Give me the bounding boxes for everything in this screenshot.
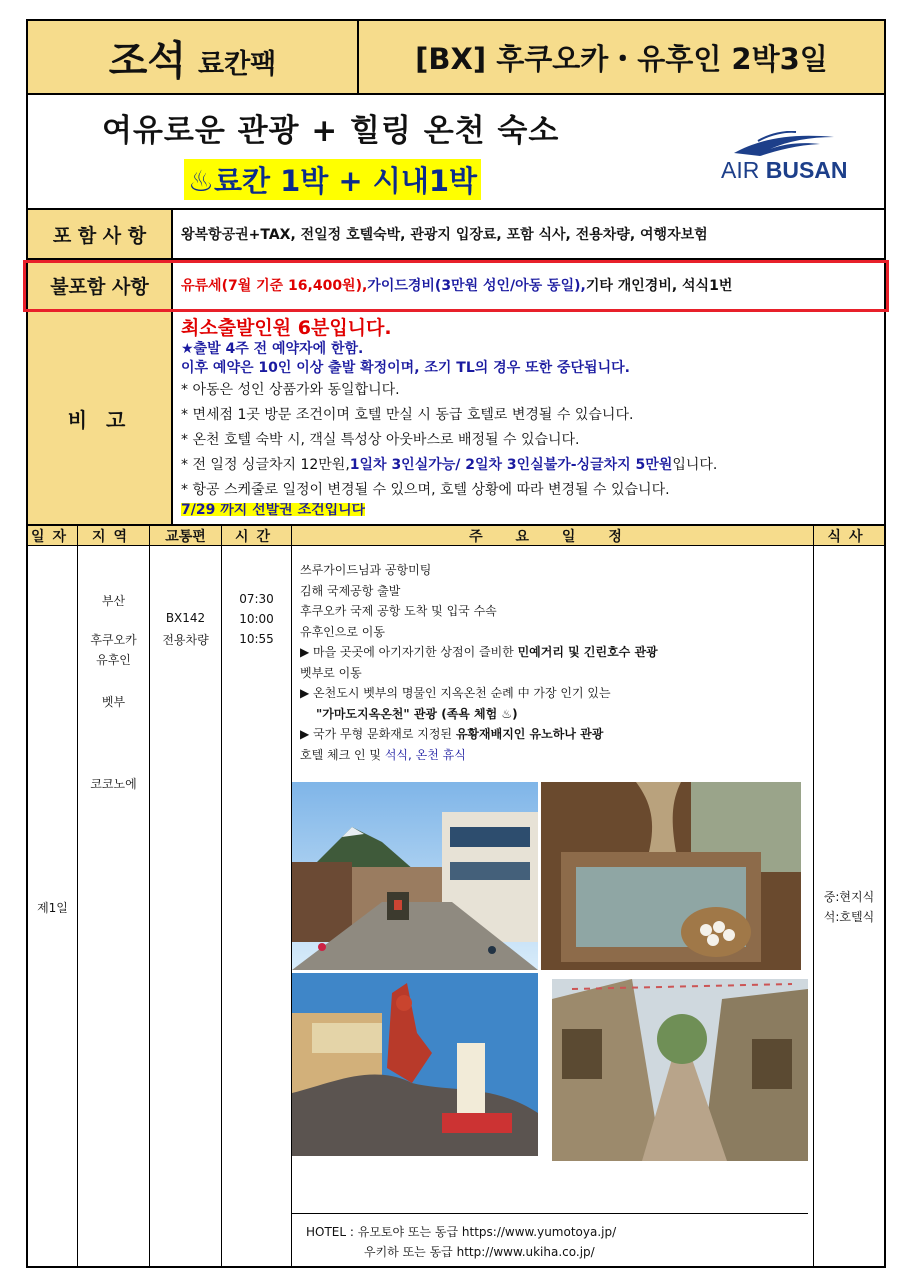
schedule-line: 벳부로 이동 [300,665,362,680]
notes-label: 비 고 [28,312,173,524]
col-meal: 식사 [827,528,871,545]
schedule-line: ▶ 마을 곳곳에 아기자기한 상점이 즐비한 민예거리 및 긴린호수 관광 [300,645,658,659]
onsen-icon: ♨ [188,164,214,198]
schedule-cell [292,546,814,1268]
headline: 여유로운 관광 + 힐링 온천 숙소 [102,113,560,149]
schedule-line: 호텔 체크 인 및 석식, 온천 휴식 [300,747,466,762]
wing-icon [730,131,840,157]
region-yufuin: 유후인 [96,653,131,667]
note-child: * 아동은 성인 상품가와 동일합니다. [181,382,400,398]
guide-fee: 가이드경비(3만원 성인/아동 동일), [367,278,586,294]
booking-note-1: ★출발 4주 전 예약자에 한함. [181,341,364,357]
hotel-info [292,1213,808,1262]
schedule-line: 유후인으로 이동 [300,624,385,639]
note-dutyfree: * 면세점 1곳 방문 조건이며 호텔 만실 시 동급 호텔로 변경될 수 있습니다. [181,407,634,423]
time-cell [222,546,292,1268]
kamado-jigoku-photo [292,973,538,1156]
excluded-label: 불포함 사항 [28,260,173,310]
included-value: 왕복항공권+TAX, 전일정 호텔숙박, 관광지 입장료, 포함 식사, 전용차량, 여행자보험 [181,227,708,243]
region-kokonoe: 코코노에 [90,777,137,791]
booking-note-2: 이후 예약은 10인 이상 출발 확정이며, 조기 TL의 경우 또한 중단됩니다. [181,360,630,376]
title-block [28,95,884,210]
meal-lunch: 중:현지식 [823,890,875,904]
schedule-table-header [28,524,884,546]
yufuin-street-photo [292,782,538,970]
product-title: [BX] 후쿠오카・유후인 2박3일 [359,21,884,93]
ticketing-deadline: 7/29 까지 선발권 조건입니다 [181,503,366,516]
time-3: 10:55 [239,632,274,646]
hotel-line-2: 우키하 또는 동급 http://www.ukiha.co.jp/ [364,1245,595,1259]
sub-headline-text: 료칸 1박 + 시내1박 [214,164,478,198]
col-transport: 교통편 [150,526,222,545]
included-row [28,210,884,260]
jigoku-onsen-photo [541,782,801,970]
note-schedule-change: * 항공 스케줄로 일정이 변경될 수 있으며, 호텔 상황에 따라 변경될 수 있습니다. [181,482,670,498]
hotel-line-1: HOTEL : 유모토야 또는 동급 https://www.yumotoya.jp/ [306,1225,617,1239]
sub-headline [184,159,481,200]
other-costs: 기타 개인경비, 석식1번 [585,278,733,294]
itinerary-sheet [26,19,886,1268]
region-cell [78,546,150,1268]
col-time: 시간 [222,526,292,545]
meal-dinner: 석:호텔식 [823,910,875,924]
fuel-surcharge: 유류세(7월 기준 16,400원), [181,278,368,294]
region-beppu: 벳부 [101,695,126,709]
notes-value [173,312,884,524]
col-schedule: 주 요 일 정 [292,526,814,545]
excluded-highlight-box [23,260,889,312]
brand-subtitle: 료칸팩 [198,48,277,80]
note-outbath: * 온천 호텔 숙박 시, 객실 특성상 아웃바스로 배정될 수 있습니다. [181,432,580,448]
schedule-line: 후쿠오카 국제 공항 도착 및 입국 수속 [300,604,497,618]
flight-number: BX142 [165,611,206,625]
photo-collage [292,782,814,1182]
meal-cell [814,546,884,1268]
day-cell: 제1일 [28,546,78,1268]
region-fukuoka: 후쿠오카 [90,633,137,647]
schedule-line: 김해 국제공항 출발 [300,583,401,598]
brand-cell [28,21,359,93]
time-2: 10:00 [239,612,274,626]
schedule-table-body [28,546,884,1268]
brand-title: 조석 [108,37,187,84]
time-1: 07:30 [239,592,274,606]
air-busan-logo [718,131,848,191]
schedule-line: "가마도지옥온천" 관광 (족욕 체험 ♨) [316,706,518,721]
schedule-line: ▶ 국가 무형 문화재로 지정된 유황재배지인 유노하나 관광 [300,727,604,741]
transport-cell [150,546,222,1268]
notes-row [28,312,884,524]
region-busan: 부산 [101,594,126,608]
min-departure-note: 최소출발인원 6분입니다. [181,317,392,339]
included-label: 포 함 사 항 [28,210,173,258]
header-row [28,21,884,95]
logo-text: AIR BUSAN [721,157,848,183]
schedule-line: 쓰루가이드님과 공항미팅 [300,563,432,577]
col-day: 일자 [28,526,78,545]
col-region: 지역 [78,526,150,545]
schedule-line: ▶ 온천도시 벳부의 명물인 지옥온천 순례 中 가장 인기 있는 [300,686,611,700]
private-vehicle: 전용차량 [162,633,209,647]
yunohana-village-photo [552,979,808,1161]
note-single-charge: * 전 일정 싱글차지 12만원,1일차 3인실가능/ 2일차 3인실불가-싱글차지 5만원입니다. [181,457,718,473]
